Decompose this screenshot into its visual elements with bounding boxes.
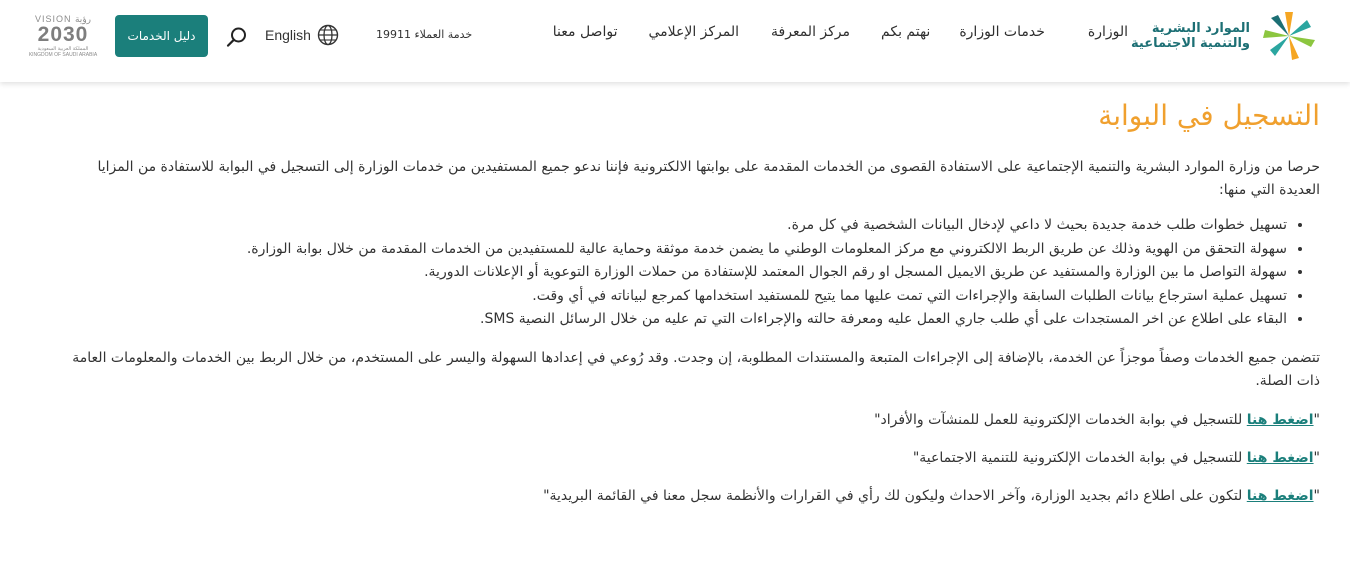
vision-bottom-text: المملكة العربية السعودية KINGDOM OF SAUDI ARABIA — [28, 46, 98, 58]
nav-knowledge-center[interactable]: مركز المعرفة — [771, 24, 851, 40]
open-quote: " — [1313, 449, 1320, 466]
language-switcher[interactable] — [265, 24, 339, 46]
nav-media-center[interactable]: المركز الإعلامي — [648, 24, 740, 40]
features-list — [60, 214, 1320, 332]
list-item: • تسهيل عملية استرجاع بيانات الطلبات السابقة والإجراءات التي تمت عليها مما يتيح للمستفيد استخدامها كمرجع لبياناته في أي وقت. — [60, 285, 1287, 309]
nav-contact-us[interactable]: تواصل معنا — [552, 24, 618, 40]
logo-line-2: والتنمية الاجتماعية — [1131, 36, 1250, 51]
open-quote: " — [1313, 411, 1320, 428]
search-icon[interactable] — [226, 26, 248, 48]
list-item: • سهولة التحقق من الهوية وذلك عن طريق الربط الالكتروني مع مركز المعلومات الوطني ما يضمن خدمة موثقة وحماية عالية للمستفيدين من الخدمات المقدمة من خلال بوابة الوزارة. — [60, 238, 1287, 262]
register-business-line — [60, 409, 1320, 432]
click-here-link[interactable]: اضغط هنا — [1246, 449, 1314, 466]
services-description-paragraph: تتضمن جميع الخدمات وصفاً موجزاً عن الخدمة، بالإضافة إلى الإجراءات المتبعة والمستندات المطلوبة، إن وجدت. وقد رُوعي في إعدادها السهولة واليسر على المستخدم، من خلال الربط بين الخدمات والمعلومات العامة ذات الصلة. — [72, 349, 1320, 389]
mailing-list-line — [60, 485, 1320, 508]
list-item: • سهولة التواصل ما بين الوزارة والمستفيد عن طريق الايميل المسجل او رقم الجوال المعتمد للإستفادة من حملات الوزارة التوعوية أو الإعلانات الدورية. — [60, 261, 1287, 285]
page-title: التسجيل في البوابة — [1098, 99, 1320, 132]
ministry-logo[interactable] — [1131, 10, 1320, 62]
nav-ministry[interactable]: الوزارة — [1087, 24, 1128, 40]
logo-text — [1131, 21, 1250, 51]
click-here-link[interactable]: اضغط هنا — [1246, 411, 1314, 428]
link-description: لتكون على اطلاع دائم بجديد الوزارة، وآخر الاحداث وليكون لك رأي في القرارات والأنظمة سجل معنا في القائمة البريدية" — [543, 487, 1247, 504]
link-description: للتسجيل في بوابة الخدمات الإلكترونية للتنمية الاجتماعية" — [912, 449, 1247, 466]
vision-top-text: VISION رؤية — [34, 14, 92, 24]
register-social-line — [60, 447, 1320, 470]
list-item: • البقاء على اطلاع عن اخر المستجدات على أي طلب جاري العمل عليه ومعرفة حالته والإجراءات التي تم عليه من خلال الرسائل النصية SMS. — [60, 308, 1287, 332]
vision-2030-logo[interactable] — [28, 14, 98, 64]
nav-services[interactable]: خدمات الوزارة — [959, 24, 1045, 40]
language-label: English — [265, 27, 311, 43]
main-navigation — [553, 24, 1128, 40]
open-quote: " — [1313, 487, 1320, 504]
logo-line-1: الموارد البشرية — [1151, 21, 1250, 36]
vision-year: 2030 — [37, 23, 89, 46]
list-item: • تسهيل خطوات طلب خدمة جديدة بحيث لا داعي لإدخال البيانات الشخصية في كل مرة. — [60, 214, 1287, 238]
customer-service-number[interactable]: خدمة العملاء 19911 — [376, 28, 473, 41]
link-description: للتسجيل في بوابة الخدمات الإلكترونية للعمل للمنشآت والأفراد" — [874, 411, 1247, 428]
intro-paragraph: حرصا من وزارة الموارد البشرية والتنمية الإجتماعية على الاستفادة القصوى من الخدمات المقدمة على بوابتها الالكترونية فإننا ندعو جميع المستفيدين من خدمات الوزارة إلى التسجيل في البوابة للاستفادة من المزايا العديدة التي منها: — [97, 159, 1320, 198]
main-content — [60, 82, 1320, 508]
globe-icon — [317, 24, 339, 46]
services-guide-button[interactable]: دليل الخدمات — [115, 15, 208, 57]
logo-star-icon — [1258, 10, 1320, 62]
nav-we-care[interactable]: نهتم بكم — [881, 24, 931, 40]
click-here-link[interactable]: اضغط هنا — [1246, 487, 1314, 504]
site-header — [0, 0, 1350, 82]
